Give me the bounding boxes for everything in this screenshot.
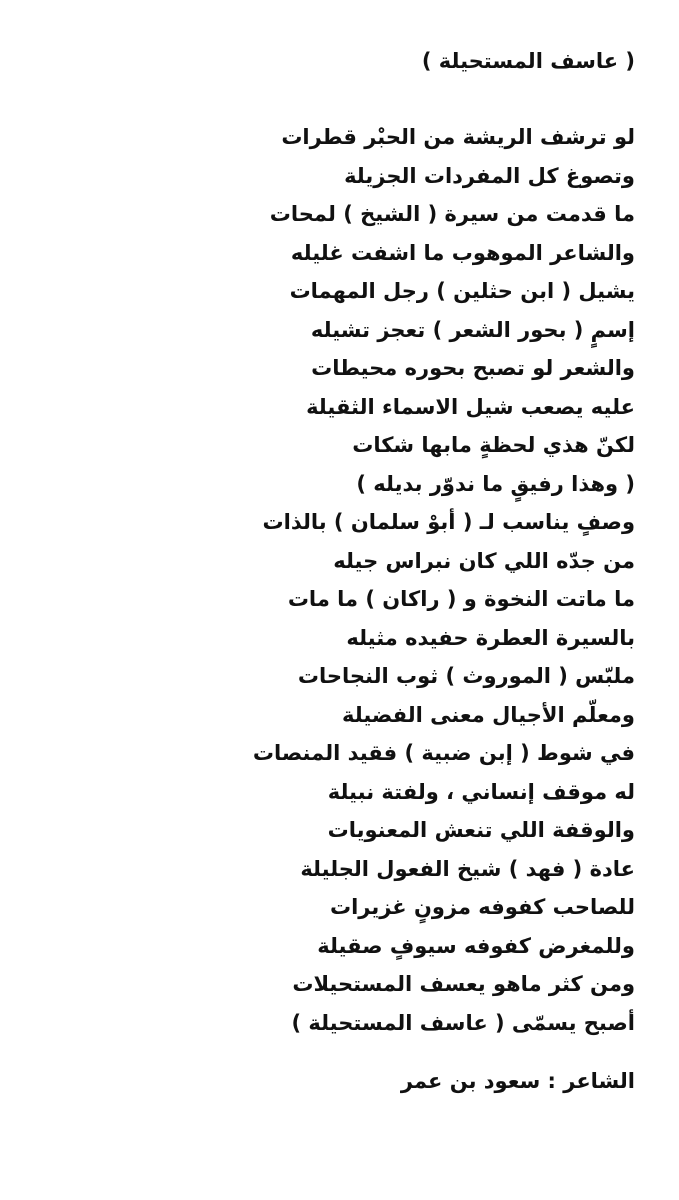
verse-line: وتصوغ كل المفردات الجزيلة [344,163,635,188]
verse-line: في شوط ( إبن ضبية ) فقيد المنصات [252,741,635,765]
verse-line: للصاحب كفوفه مزونٍ غزيرات [329,895,635,919]
verse-line: إسمٍ ( بحور الشعر ) تعجز تشيله [310,317,635,342]
verse-line: عادة ( فهد ) شيخ الفعول الجليلة [300,856,635,881]
poem-verses [253,118,635,1042]
verse-line: والشعر لو تصبح بحوره محيطات [311,356,635,380]
poet-credit: الشاعر : سعود بن عمر [400,1069,635,1093]
verse-line: والشاعر الموهوب ما اشفت غليله [290,240,635,265]
verse-line: وللمغرض كفوفه سيوفٍ صقيلة [317,933,635,958]
poem-title: ( عاسف المستحيلة ) [421,49,635,73]
verse-line: ( وهذا رفيقٍ ما ندوّر بديله ) [356,471,635,496]
verse-line: لكنّ هذي لحظةٍ مابها شكات [352,433,635,457]
verse-line: من جدّه اللي كان نبراس جيله [333,548,635,573]
verse-line: أصبح يسمّى ( عاسف المستحيلة ) [291,1010,635,1035]
verse-line: ما ماتت النخوة و ( راكان ) ما مات [287,587,635,611]
verse-line: وصفٍ يناسب لـ ( أبوْ سلمان ) بالذات [262,510,635,534]
verse-line: ومعلّم الأجيال معنى الفضيلة [342,702,635,727]
verse-line: له موقف إنساني ، ولفتة نبيلة [327,779,635,804]
verse-line: ملبّس ( الموروث ) ثوب النجاحات [297,664,635,688]
verse-line: يشيل ( ابن حثلين ) رجل المهمات [289,279,635,303]
verse-line: لو ترشف الريشة من الحبْر قطرات [281,125,635,149]
verse-line: ومن كثر ماهو يعسف المستحيلات [292,972,635,996]
verse-line: عليه يصعب شيل الاسماء الثقيلة [306,394,635,419]
verse-line: والوقفة اللي تنعش المعنويات [327,818,635,842]
verse-line: ما قدمت من سيرة ( الشيخ ) لمحات [269,202,635,226]
verse-line: بالسيرة العطرة حفيده مثيله [346,625,635,650]
